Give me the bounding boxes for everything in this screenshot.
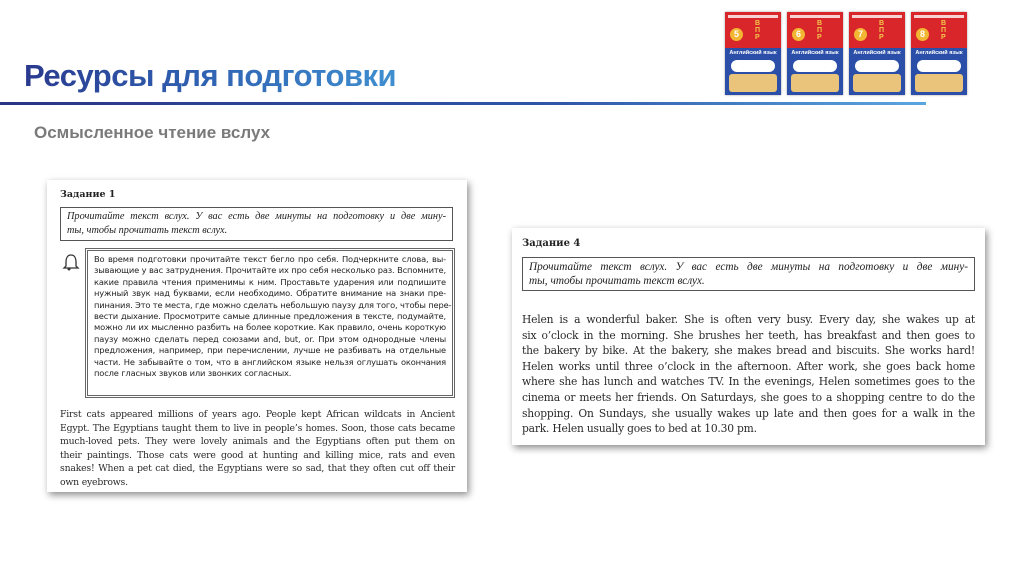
text-line: Egypt. The Egyptians taught them to live in people’s homes. Soon, those cats became (60, 422, 455, 434)
slide-subtitle: Осмысленное чтение вслух (34, 123, 271, 142)
bell-icon (61, 253, 81, 273)
text-line: six o’clock in the morning. She brushes her teeth, has breakfast and then goes to (522, 328, 975, 342)
text-line: предложения, например, при перечислении, лучше не разбивать на отдельные (94, 345, 446, 356)
text-line: какие правила чтения применимы к ним. Проставьте ударения или подпишите (94, 276, 446, 287)
text-line: where she has lunch and watches TV. In the evenings, Helen sometimes goes to the (522, 375, 975, 389)
text-line: Прочитайте текст вслух. У вас есть две минуты на подготовку и две мину- (529, 261, 968, 273)
book-subject: Английский язык (791, 50, 839, 56)
text-line: части. Не забывайте о том, что в английском языке нельзя оглушать окончания (94, 356, 446, 367)
task-instruction-box (60, 207, 453, 241)
grade-badge: 8 (916, 28, 929, 41)
text-line: First cats appeared millions of years ago. People kept African wildcats in Ancient (60, 409, 455, 420)
text-line: вести дыхание. Просмотрите самые длинные предложения в тексте, подумайте, (94, 311, 446, 322)
text-line: Helen works until three o’clock in the afternoon. After work, she goes back home (522, 359, 975, 373)
task-label: Задание 4 (522, 238, 581, 249)
text-line: нужный звук над буквами, если необходимо. Обратите внимание на знаки пре- (94, 288, 446, 299)
text-line: their paintings. Those cats were good at hunting and killing mice, rats and even (60, 449, 455, 461)
text-line: ты, чтобы прочитать текст вслух. (529, 275, 705, 287)
text-line: own eyebrows. (60, 476, 128, 488)
text-line: the bakery by bike. At the bakery, she makes bread and biscuits. She works hard! (522, 344, 975, 358)
book-cover-grade-5: В П Р 5 Английский язык (725, 12, 781, 95)
reading-text (522, 312, 975, 437)
text-line: после гласных звуков или звонких согласных. (94, 368, 292, 379)
book-cover-grade-8: В П Р 8 Английский язык (911, 12, 967, 95)
task-instruction-box (522, 257, 975, 291)
reading-text (60, 408, 455, 490)
reading-tip-box (85, 248, 455, 398)
text-line: Helen is a wonderful baker. She is often very busy. Every day, she wakes up at (522, 313, 975, 326)
text-line: Прочитайте текст вслух. У вас есть две минуты на подготовку и две мину- (67, 211, 446, 222)
text-line: можно ли их мысленно разбить на более короткие. Как правило, очень короткую (94, 322, 446, 333)
text-line: ты, чтобы прочитать текст вслух. (67, 224, 228, 236)
book-subject: Английский язык (915, 50, 963, 56)
text-line: пинания. Это те места, где можно сделать небольшую паузу для того, чтобы пере- (94, 299, 452, 310)
task-label: Задание 1 (60, 189, 116, 200)
text-line: cinema or meets her friends. On Saturdays, she goes to a shopping centre to do the (522, 390, 975, 404)
slide-title: Ресурсы для подготовки (24, 58, 397, 93)
grade-badge: 5 (730, 28, 743, 41)
text-line: Во время подготовки прочитайте текст бегло про себя. Подчеркните слова, вы- (94, 254, 446, 264)
grade-badge: 6 (792, 28, 805, 41)
book-covers (725, 12, 967, 95)
book-cover-grade-6: В П Р 6 Английский язык (787, 12, 843, 95)
text-line: зывающие у вас затруднения. Прочитайте их про себя несколько раз. Вспомните, (94, 265, 446, 276)
task-4-card (512, 228, 985, 445)
book-subject: Английский язык (729, 50, 777, 56)
text-line: park. Helen usually goes to bed at 10.30 pm. (522, 422, 757, 436)
grade-badge: 7 (854, 28, 867, 41)
book-cover-grade-7: В П Р 7 Английский язык (849, 12, 905, 95)
task-1-card (47, 180, 467, 492)
book-subject: Английский язык (853, 50, 901, 56)
text-line: паузу можно сделать перед союзами and, but, or. При этом однородные члены (94, 333, 446, 344)
text-line: much-loved pets. They were lovely animals and the Egyptians often put them on (60, 436, 455, 448)
title-divider (0, 102, 926, 105)
text-line: shopping. On Sundays, she usually wakes up late and then goes for a walk in the (522, 406, 975, 420)
text-line: snakes! When a pet cat died, the Egyptians were so sad, that they often cut off their (60, 463, 455, 475)
